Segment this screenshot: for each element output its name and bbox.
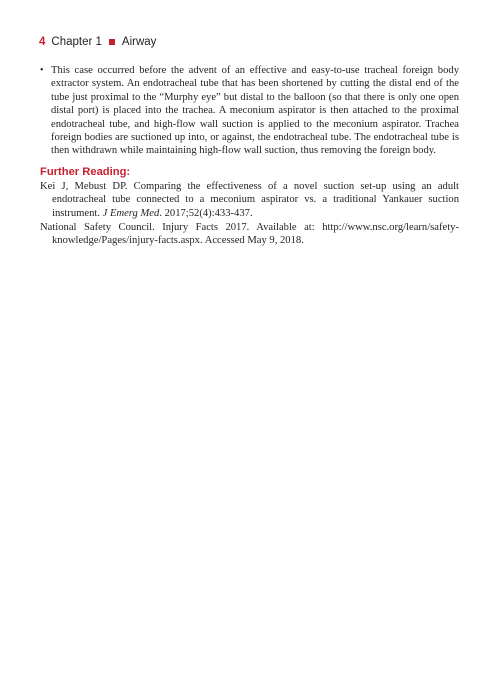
reference-journal: J Emerg Med	[102, 207, 160, 219]
running-header	[39, 36, 156, 48]
further-reading-heading: Further Reading:	[40, 165, 131, 178]
reference-item	[40, 180, 459, 220]
chapter-label: Chapter 1	[51, 36, 102, 48]
bullet-paragraph	[40, 64, 459, 158]
page-body	[40, 59, 459, 248]
reference-text: Kei J, Mebust DP. Comparing the effectiveness of a novel suction set-up using an adult endotracheal tube connected to a meconium aspirator vs. a traditional Yankauer suction instrument.	[40, 180, 459, 219]
square-bullet-icon	[109, 39, 115, 45]
chapter-section: Airway	[121, 36, 157, 48]
reference-text: National Safety Council. Injury Facts 2017. Available at: http://www.nsc.org/learn/safety-knowledge/Pages/injury-facts.aspx. Accessed May 9, 2018.	[40, 222, 459, 247]
reference-item	[40, 221, 459, 248]
reference-citation: . 2017;52(4):433-437.	[159, 207, 253, 219]
page-number: 4	[39, 36, 46, 48]
bullet-icon: •	[40, 65, 44, 76]
bullet-text: This case occurred before the advent of an effective and easy-to-use tracheal foreign body extractor system. An endotracheal tube that has been shortened by cutting the distal end of the tube just proximal to the “Murphy eye” but distal to the balloon (so that there is only one open distal port) is placed into the trachea. A meconium aspirator is then attached to the proximal endotracheal tube, and high-flow wall suction is applied to the meconium aspirator. Trachea foreign bodies are suctioned up into, or against, the endotracheal tube. The endotracheal tube is then withdrawn while maintaining high-flow wall suction, thus removing the foreign body.	[51, 65, 459, 157]
